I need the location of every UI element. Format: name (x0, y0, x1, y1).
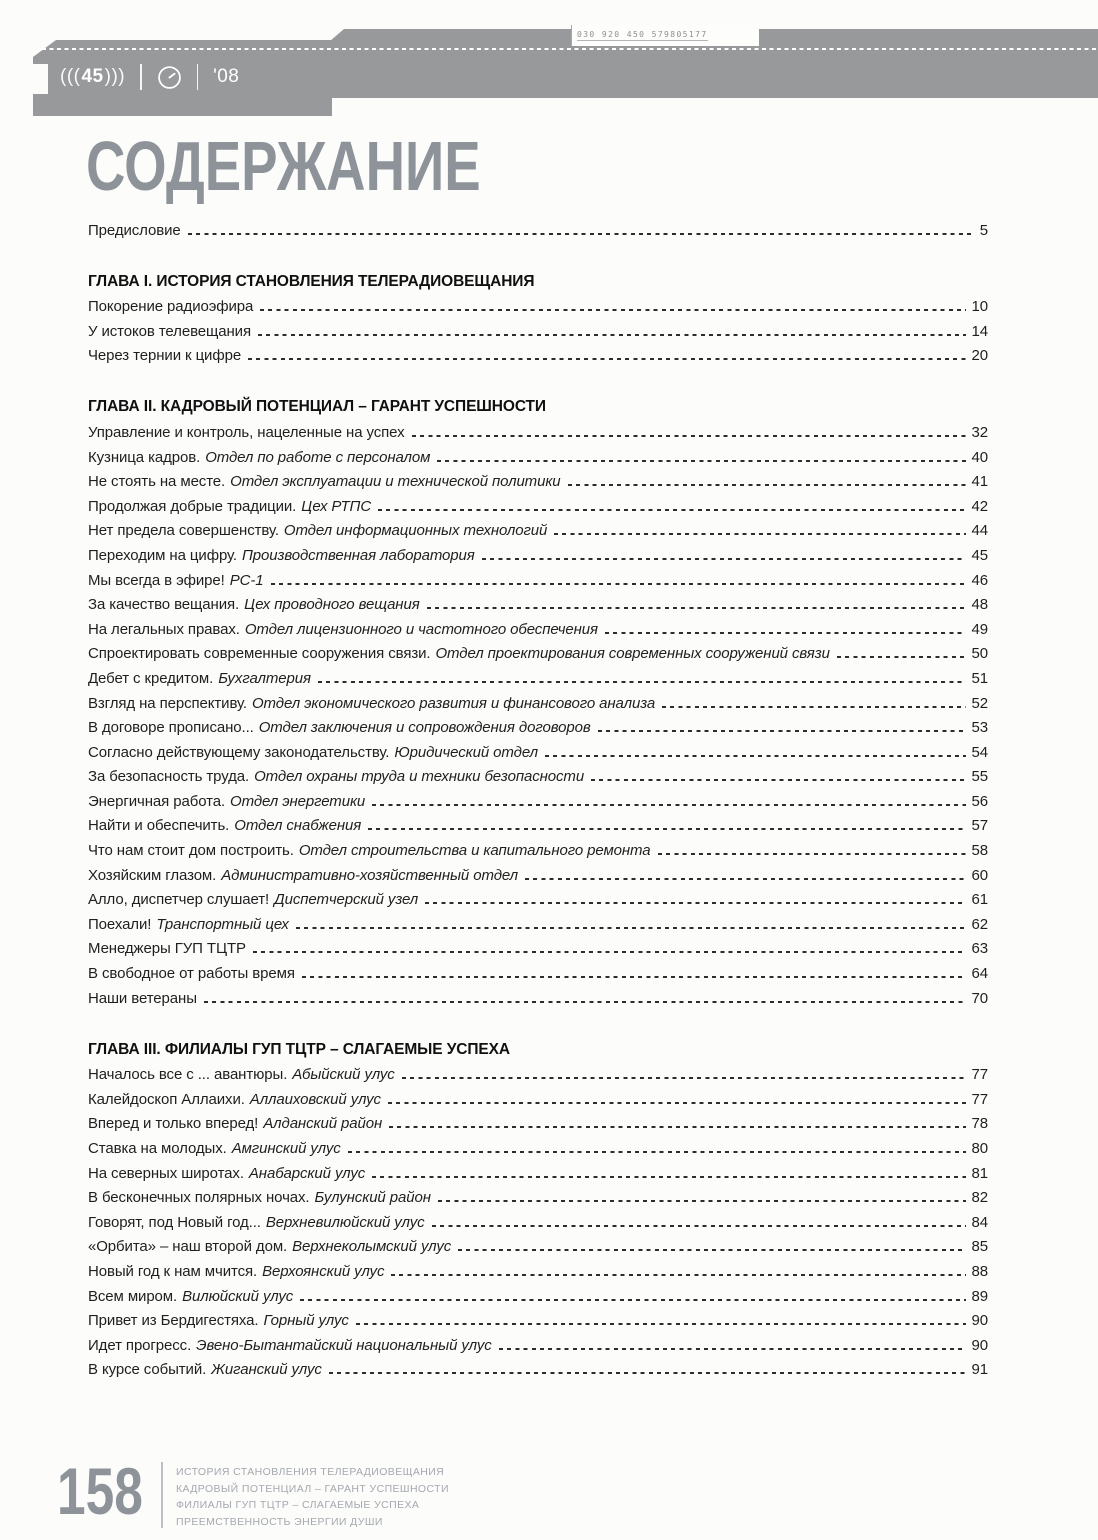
entry-page: 70 (971, 989, 988, 1007)
dotted-leader (302, 976, 966, 978)
perforation-dash-line (42, 48, 1098, 50)
dotted-leader (605, 632, 966, 634)
entry-page: 89 (971, 1287, 988, 1305)
toc-entry (88, 441, 988, 466)
entry-subtitle: Отдел снабжения (234, 817, 362, 835)
entry-page: 85 (971, 1238, 988, 1256)
toc-entry (88, 957, 988, 982)
entry-title: На северных широтах. (88, 1164, 244, 1182)
entry-page: 52 (971, 694, 988, 712)
entry-page: 20 (971, 347, 988, 365)
entry-page: 64 (971, 965, 988, 983)
dotted-leader (271, 583, 966, 585)
entry-title: Покорение радиоэфира (88, 298, 254, 316)
footer-chapter-line: ПРЕЕМСТВЕННОСТЬ ЭНЕРГИИ ДУШИ (176, 1515, 383, 1528)
toc-entry (88, 1182, 988, 1207)
toc-entry (88, 736, 988, 761)
footer-chapter-line: КАДРОВЫЙ ПОТЕНЦИАЛ – ГАРАНТ УСПЕШНОСТИ (176, 1482, 449, 1495)
entry-page: 56 (971, 792, 988, 810)
dotted-leader (438, 1200, 966, 1202)
entry-title: В курсе событий. (88, 1361, 207, 1379)
entry-page: 63 (971, 940, 988, 958)
entry-page: 88 (971, 1262, 988, 1280)
toc-entry (88, 490, 988, 515)
toc-entry (88, 1083, 988, 1108)
entry-page: 77 (971, 1090, 988, 1108)
dotted-leader (554, 533, 965, 535)
entry-title: «Орбита» – наш второй дом. (88, 1238, 288, 1256)
entry-title: В свободное от работы время (88, 965, 295, 983)
entry-title: Через тернии к цифре (88, 347, 242, 365)
entry-page: 82 (971, 1189, 988, 1207)
entry-subtitle: Отдел проектирования современных сооружений связи (435, 645, 830, 663)
entry-page: 40 (971, 448, 988, 466)
entry-page: 51 (971, 669, 988, 687)
entry-subtitle: Отдел эксплуатации и технической политики (230, 473, 561, 491)
dotted-leader (296, 927, 966, 929)
footer-chapter-line: ФИЛИАЛЫ ГУП ТЦТР – СЛАГАЕМЫЕ УСПЕХА (176, 1499, 420, 1511)
issue-badge (60, 62, 239, 92)
entry-title: За безопасность труда. (88, 768, 250, 786)
entry-title: Мы всегда в эфире! (88, 571, 225, 589)
entry-title: Переходим на цифру. (88, 546, 237, 564)
dotted-leader (188, 233, 974, 235)
chapter-heading: ГЛАВА II. КАДРОВЫЙ ПОТЕНЦИАЛ – ГАРАНТ УСПЕШНОСТИ (88, 398, 546, 416)
entry-page: 77 (971, 1066, 988, 1084)
dotted-leader (458, 1249, 965, 1251)
clock-dial-icon (157, 65, 182, 90)
toc-entry (88, 785, 988, 810)
entry-title: Поехали! (88, 915, 152, 933)
entry-subtitle: Верхнеколымский улус (292, 1238, 452, 1256)
dotted-leader (427, 607, 966, 609)
issue-year: '08 (213, 66, 240, 87)
entry-subtitle: Административно-хозяйственный отдел (221, 866, 518, 884)
entry-page: 78 (971, 1115, 988, 1133)
entry-subtitle: Юридический отдел (394, 743, 538, 761)
entry-page: 45 (971, 546, 988, 564)
toc-entry (88, 1280, 988, 1305)
dotted-leader (837, 656, 966, 658)
entry-page: 62 (971, 915, 988, 933)
dotted-leader (391, 1274, 965, 1276)
entry-title: У истоков телевещания (88, 322, 251, 340)
entry-subtitle: Абыйский улус (292, 1066, 395, 1084)
toc-entry (88, 687, 988, 712)
entry-subtitle: Верхоянский улус (262, 1262, 385, 1280)
entry-title: Хозяйским глазом. (88, 866, 217, 884)
entry-subtitle: Диспетчерский узел (274, 891, 419, 909)
entry-page: 55 (971, 768, 988, 786)
entry-title: Дебет с кредитом. (88, 669, 214, 687)
entry-page: 32 (971, 423, 988, 441)
entry-title: Что нам стоит дом построить. (88, 842, 294, 860)
toc-chapters (88, 266, 988, 1379)
entry-page: 60 (971, 866, 988, 884)
entry-title: Энергичная работа. (88, 792, 226, 810)
dotted-leader (204, 1001, 966, 1003)
entry-page: 81 (971, 1164, 988, 1182)
entry-page: 84 (971, 1213, 988, 1231)
entry-page: 42 (971, 497, 988, 515)
dotted-leader (388, 1102, 966, 1104)
entry-page: 53 (971, 719, 988, 737)
entry-title: За качество вещания. (88, 596, 240, 614)
entry-title: Продолжая добрые традиции. (88, 497, 297, 515)
dotted-leader (368, 828, 965, 830)
entry-title: В бесконечных полярных ночах. (88, 1189, 310, 1207)
dotted-leader (402, 1077, 966, 1079)
entry-subtitle: Эвено-Бытантайский национальный улус (196, 1336, 492, 1354)
toc-entry (88, 761, 988, 786)
toc-entry (88, 859, 988, 884)
entry-title: Менеджеры ГУП ТЦТР (88, 940, 246, 958)
dotted-leader (300, 1299, 965, 1301)
dotted-leader (591, 779, 965, 781)
toc-entry (88, 1132, 988, 1157)
entry-page: 57 (971, 817, 988, 835)
entry-page: 49 (971, 620, 988, 638)
entry-subtitle: Отдел заключения и сопровождения договоров (258, 719, 591, 737)
toc-entry (88, 416, 988, 441)
signal-waves-right: ))) (104, 66, 126, 87)
entry-subtitle: Аллаиховский улус (249, 1090, 381, 1108)
toc-entry (88, 933, 988, 958)
dotted-leader (389, 1126, 965, 1128)
signal-waves-left: ((( (60, 66, 81, 87)
entry-title: Привет из Бердигестяха. (88, 1312, 259, 1330)
entry-page: 50 (971, 645, 988, 663)
toc-entry (88, 1305, 988, 1330)
serial-number-label (571, 25, 759, 46)
dotted-leader (425, 902, 965, 904)
entry-subtitle: Верхневилюйский улус (265, 1213, 425, 1231)
dotted-leader (260, 309, 965, 311)
dotted-leader (356, 1323, 966, 1325)
toc-entry (88, 613, 988, 638)
entry-title: Вперед и только вперед! (88, 1115, 259, 1133)
dotted-leader (437, 460, 965, 462)
entry-page: 41 (971, 473, 988, 491)
toc-entry (88, 662, 988, 687)
entry-subtitle: Производственная лаборатория (241, 546, 475, 564)
dotted-leader (412, 435, 966, 437)
entry-title: Согласно действующему законодательству. (88, 743, 390, 761)
entry-subtitle: Отдел лицензионного и частотного обеспечения (244, 620, 598, 638)
dotted-leader (545, 755, 966, 757)
dotted-leader (499, 1348, 966, 1350)
entry-subtitle: Анабарский улус (248, 1164, 366, 1182)
entry-page: 91 (971, 1361, 988, 1379)
entry-title: Ставка на молодых. (88, 1140, 227, 1157)
entry-subtitle: Бухгалтерия (218, 669, 311, 687)
dotted-leader (372, 804, 965, 806)
entry-subtitle: Транспортный цех (156, 915, 289, 933)
toc-entry (88, 564, 988, 589)
entry-page: 44 (971, 522, 988, 540)
toc-entry (88, 315, 988, 340)
entry-title: Говорят, под Новый год... (88, 1213, 261, 1231)
dotted-leader (598, 730, 966, 732)
entry-page: 80 (971, 1140, 988, 1157)
toc-entry (88, 1206, 988, 1231)
toc-entry (88, 291, 988, 316)
entry-subtitle: Отдел строительства и капитального ремонта (298, 842, 651, 860)
entry-subtitle: Цех РТПС (301, 497, 372, 515)
entry-title: Предисловие (88, 221, 181, 239)
dotted-leader (318, 681, 966, 683)
entry-page: 48 (971, 596, 988, 614)
dotted-leader (253, 951, 966, 953)
toc-entry (88, 1108, 988, 1133)
entry-subtitle: РС-1 (229, 571, 264, 589)
entry-title: Началось все с ... авантюры. (88, 1066, 288, 1084)
issue-number: 45 (81, 66, 104, 87)
entry-page: 5 (979, 221, 988, 239)
toc-entry (88, 712, 988, 737)
toc-entry (88, 908, 988, 933)
dotted-leader (432, 1225, 966, 1227)
dotted-leader (378, 509, 965, 511)
entry-title: Взгляд на перспективу. (88, 694, 247, 712)
entry-title: Не стоять на месте. (88, 473, 226, 491)
dotted-leader (258, 334, 966, 336)
entry-title: Кузница кадров. (88, 448, 201, 466)
toc-entry (88, 1231, 988, 1256)
header-band-notch (33, 64, 48, 94)
toc-entry-preface (88, 214, 988, 239)
chapter-heading: ГЛАВА I. ИСТОРИЯ СТАНОВЛЕНИЯ ТЕЛЕРАДИОВЕЩАНИЯ (88, 272, 535, 290)
entry-subtitle: Горный улус (263, 1312, 349, 1330)
dotted-leader (525, 878, 966, 880)
entry-title: Калейдоскоп Аллаихи. (88, 1090, 245, 1108)
footer-divider (161, 1462, 163, 1528)
entry-subtitle: Жиганский улус (211, 1361, 322, 1379)
toc-entry (88, 539, 988, 564)
entry-title: В договоре прописано... (88, 719, 254, 737)
entry-title: На легальных правах. (88, 620, 240, 638)
entry-subtitle: Булунский район (314, 1189, 431, 1207)
entry-title: Управление и контроль, нацеленные на успех (88, 423, 405, 441)
entry-title: Спроектировать современные сооружения связи. (88, 645, 431, 663)
entry-title: Наши ветераны (88, 989, 197, 1007)
entry-page: 61 (971, 891, 988, 909)
entry-subtitle: Цех проводного вещания (244, 596, 420, 614)
footer-chapter-list (176, 1464, 449, 1530)
dotted-leader (482, 558, 966, 560)
dotted-leader (658, 853, 966, 855)
entry-subtitle: Отдел энергетики (230, 792, 366, 810)
toc-entry (88, 1329, 988, 1354)
toc-entry (88, 1354, 988, 1379)
entry-page: 90 (971, 1312, 988, 1330)
entry-subtitle: Отдел по работе с персоналом (205, 448, 431, 466)
footer-chapter-line: ИСТОРИЯ СТАНОВЛЕНИЯ ТЕЛЕРАДИОВЕЩАНИЯ (176, 1466, 445, 1478)
page-title: СОДЕРЖАНИЕ (86, 127, 481, 205)
toc-entry (88, 1059, 988, 1084)
dotted-leader (329, 1372, 966, 1374)
dotted-leader (662, 706, 965, 708)
toc-entry (88, 340, 988, 365)
dotted-leader (248, 358, 965, 360)
toc-entry (88, 982, 988, 1007)
entry-subtitle: Алданский район (263, 1115, 383, 1133)
toc-entry (88, 638, 988, 663)
entry-page: 10 (971, 298, 988, 316)
dotted-leader (348, 1151, 966, 1153)
entry-title: Идет прогресс. (88, 1336, 192, 1354)
toc-entry (88, 1255, 988, 1280)
toc-entry (88, 466, 988, 491)
toc-entry (88, 810, 988, 835)
serial-number-text: 030 920 450 579805177 (577, 30, 708, 39)
entry-subtitle: Амгинский улус (231, 1140, 341, 1157)
toc-entry (88, 834, 988, 859)
entry-title: Найти и обеспечить. (88, 817, 230, 835)
badge-divider (197, 64, 199, 90)
entry-title: Алло, диспетчер слушает! (88, 891, 270, 909)
entry-page: 90 (971, 1336, 988, 1354)
page-number: 158 (57, 1454, 143, 1528)
dotted-leader (568, 484, 966, 486)
entry-title: Всем миром. (88, 1287, 178, 1305)
entry-page: 58 (971, 842, 988, 860)
entry-page: 54 (971, 743, 988, 761)
dotted-leader (372, 1176, 965, 1178)
toc-entry (88, 589, 988, 614)
toc-entry (88, 884, 988, 909)
badge-divider (140, 64, 142, 90)
entry-page: 14 (971, 322, 988, 340)
entry-subtitle: Отдел охраны труда и техники безопасности (254, 768, 585, 786)
chapter-heading: ГЛАВА III. ФИЛИАЛЫ ГУП ТЦТР – СЛАГАЕМЫЕ УСПЕХА (88, 1040, 510, 1058)
entry-subtitle: Отдел экономического развития и финансового анализа (251, 694, 656, 712)
toc-entry (88, 515, 988, 540)
entry-title: Нет предела совершенству. (88, 522, 279, 540)
entry-subtitle: Отдел информационных технологий (283, 522, 548, 540)
entry-subtitle: Вилюйский улус (182, 1287, 294, 1305)
entry-page: 46 (971, 571, 988, 589)
entry-title: Новый год к нам мчится. (88, 1262, 258, 1280)
table-of-contents (88, 214, 988, 1378)
toc-entry (88, 1157, 988, 1182)
